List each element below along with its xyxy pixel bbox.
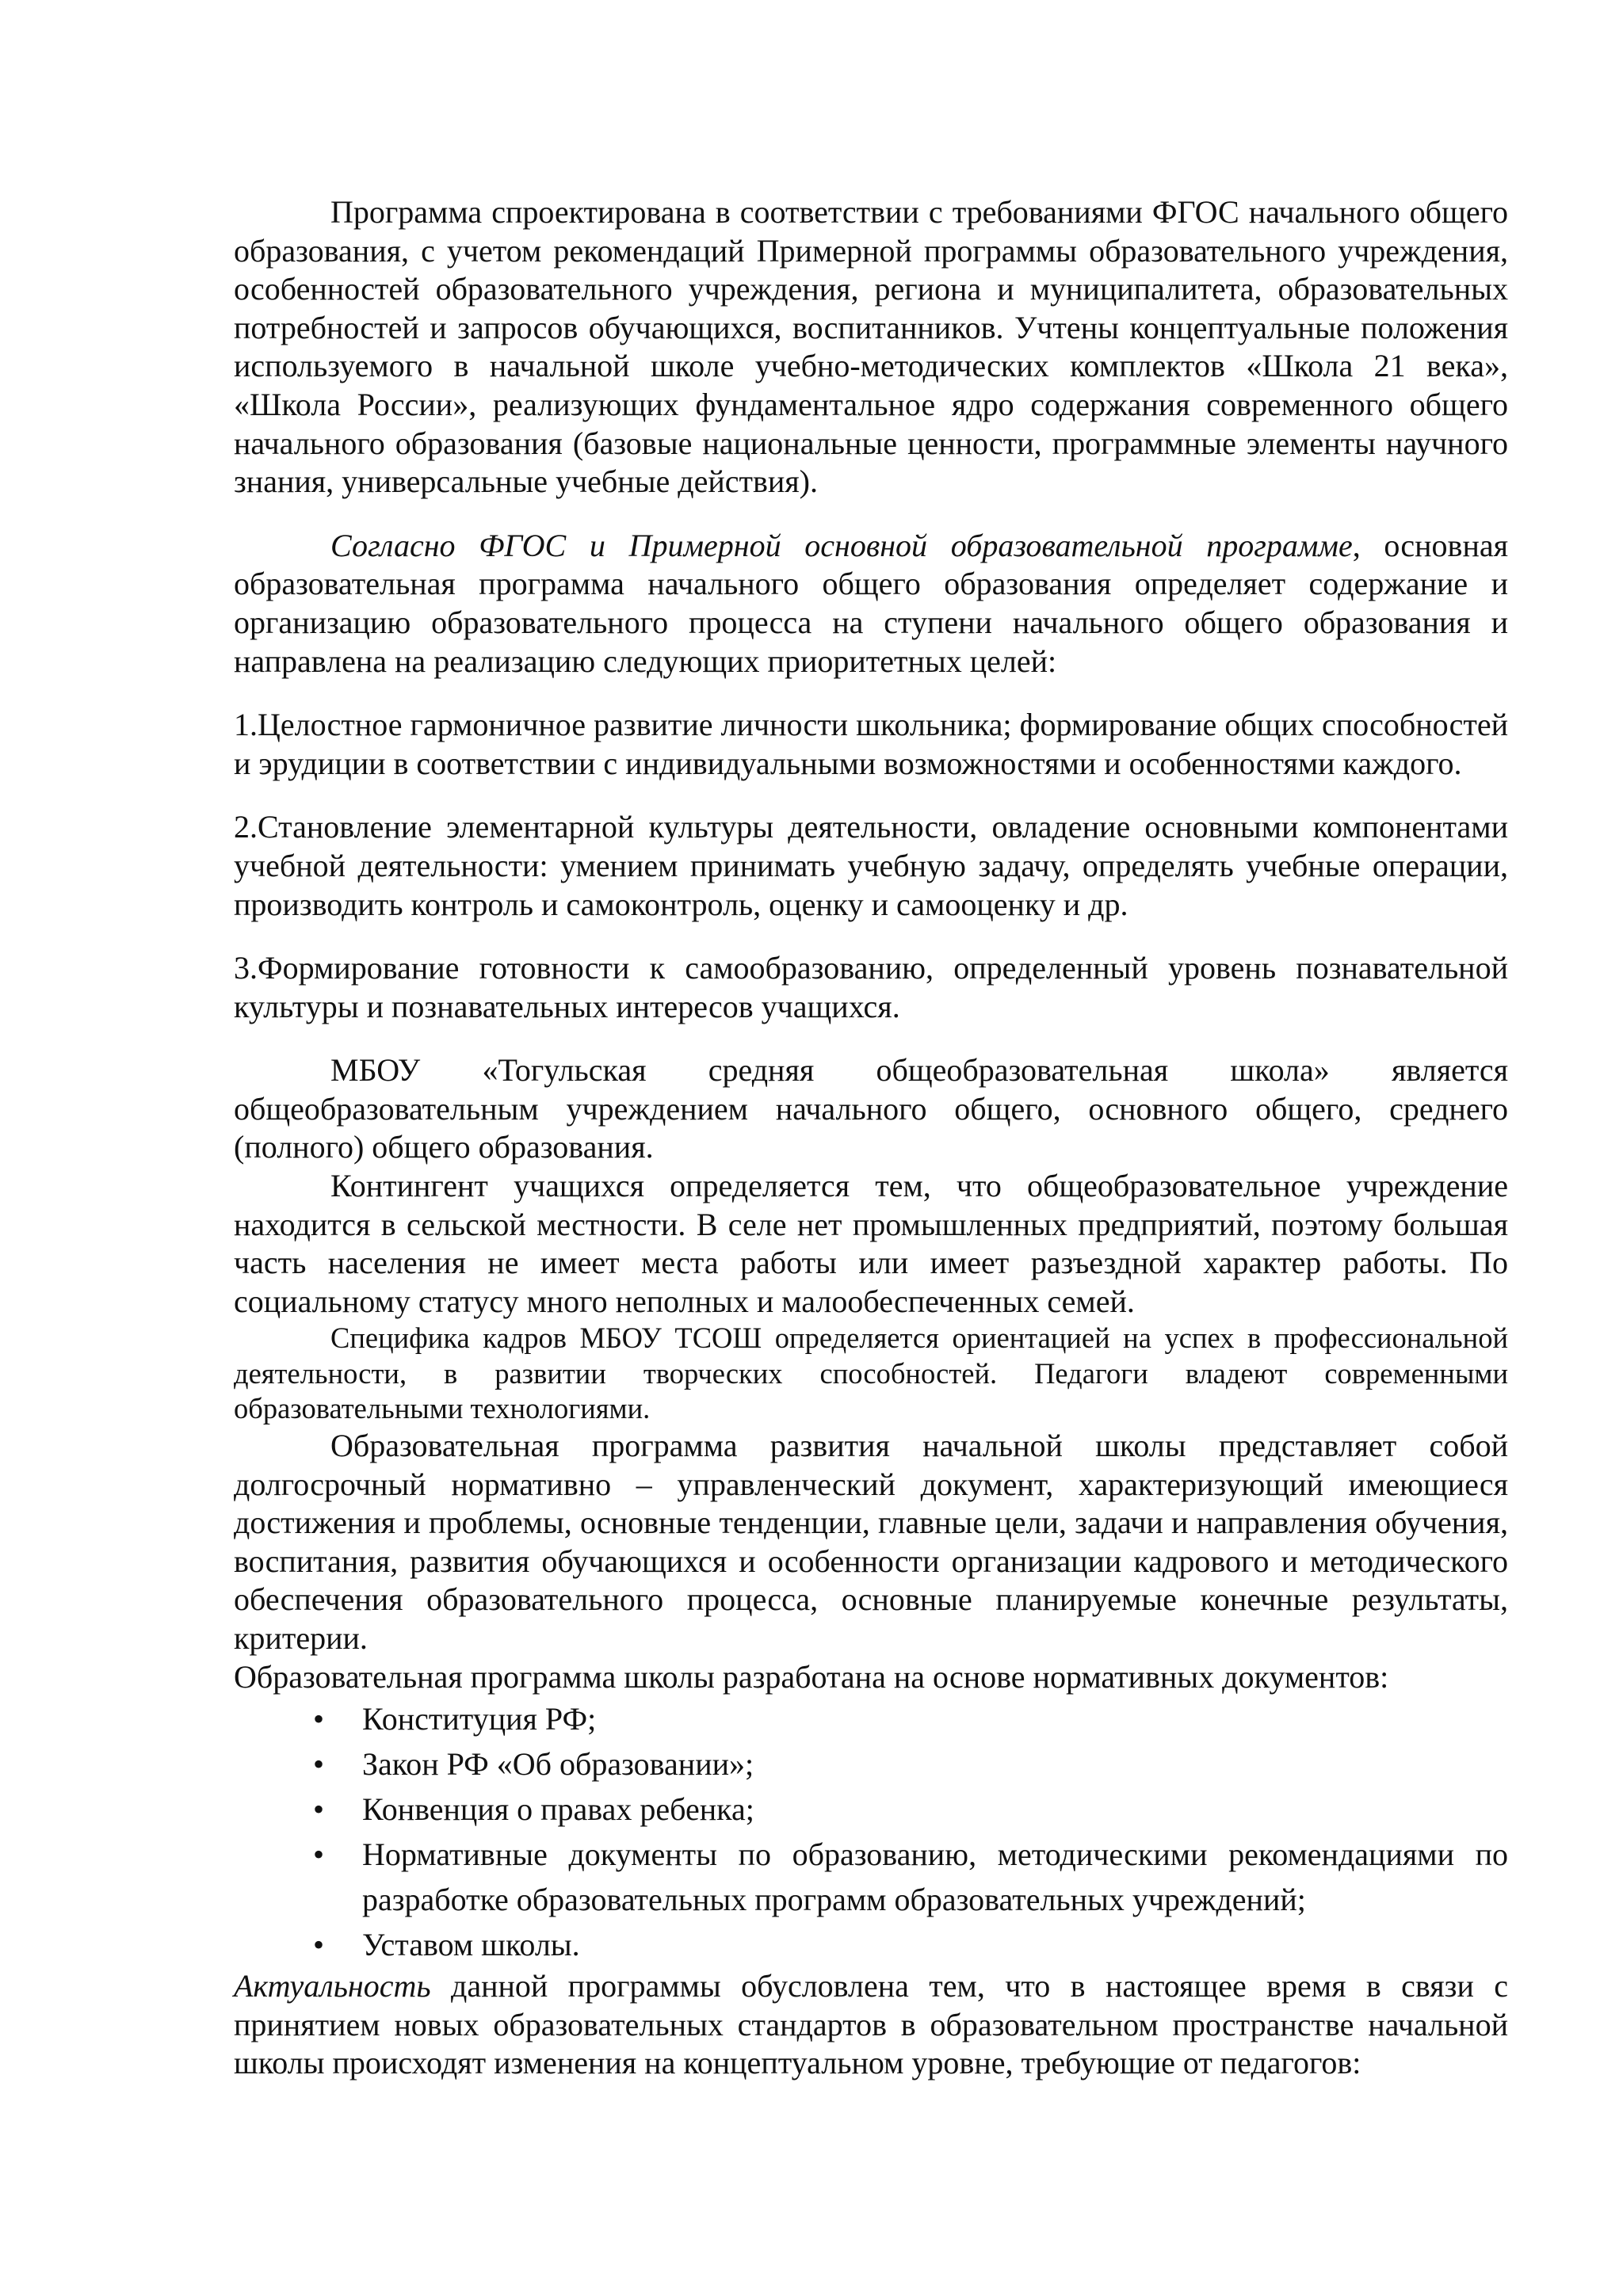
goal-2: 2.Становление элементарной культуры деятельности, овладение основными компонентами учебной деятельности: умением принимать учебную задачу, определять учебные операции, производить контроль и самоконтроль, оценку и самооценку и др. bbox=[234, 809, 1508, 922]
bullet-icon: • bbox=[313, 1746, 325, 1783]
basis-paragraph: Образовательная программа школы разработана на основе нормативных документов: bbox=[234, 1658, 1389, 1695]
bullet-icon: • bbox=[313, 1791, 325, 1828]
list-item bbox=[234, 1787, 1508, 1832]
goal-3: 3.Формирование готовности к самообразованию, определенный уровень познавательной культуры и познавательных интересов учащихся. bbox=[234, 950, 1508, 1024]
fgos-paragraph bbox=[234, 527, 1508, 681]
bullet-icon: • bbox=[313, 1927, 325, 1963]
list-item-text: Конвенция о правах ребенка; bbox=[362, 1791, 754, 1828]
list-item bbox=[234, 1741, 1508, 1787]
list-item-text: Закон РФ «Об образовании»; bbox=[362, 1746, 754, 1783]
bullet-icon: • bbox=[313, 1701, 325, 1737]
school-paragraph: МБОУ «Тогульская средняя общеобразовательная школа» является общеобразовательным учреждением начального общего, основного общего, среднего (полного) общего образования. bbox=[234, 1052, 1508, 1165]
bullet-icon: • bbox=[313, 1836, 325, 1873]
fgos-paragraph-rest: , основная образовательная программа начального общего образования определяет содержание и организацию образовательного процесса на ступени начального общего образования и направлена на реализацию следующих приоритетных целей: bbox=[234, 527, 1508, 679]
contingent-paragraph: Контингент учащихся определяется тем, что общеобразовательное учреждение находится в сельской местности. В селе нет промышленных предприятий, поэтому большая часть населения не имеет места работы или имеет разъездной характер работы. По социальному статусу много неполных и малообеспеченных семей. bbox=[234, 1168, 1508, 1319]
document-page bbox=[234, 193, 1508, 2083]
program-paragraph: Образовательная программа развития начальной школы представляет собой долгосрочный нормативно – управленческий документ, характеризующий имеющиеся достижения и проблемы, основные тенденции, главные цели, задачи и направления обучения, воспитания, развития обучающихся и особенности организации кадрового и методического обеспечения образовательного процесса, основные планируемые конечные результаты, критерии. bbox=[234, 1427, 1508, 1656]
list-item bbox=[234, 1922, 1508, 1967]
intro-paragraph: Программа спроектирована в соответствии с требованиями ФГОС начального общего образования, с учетом рекомендаций Примерной программы образовательного учреждения, особенностей образовательного учреждения, региона и муниципалитета, образовательных потребностей и запросов обучающихся, воспитанников. Учтены концептуальные положения используемого в начальной школе учебно-методических комплектов «Школа 21 века», «Школа России», реализующих фундаментальное ядро содержания современного общего начального образования (базовые национальные ценности, программные элементы научного знания, универсальные учебные действия). bbox=[234, 194, 1508, 500]
list-item-text: Нормативные документы по образованию, методическими рекомендациями по разработке образовательных программ образовательных учреждений; bbox=[362, 1836, 1508, 1918]
relevance-paragraph bbox=[234, 1967, 1508, 2083]
list-item-text: Конституция РФ; bbox=[362, 1701, 597, 1737]
list-item bbox=[234, 1832, 1508, 1922]
staff-paragraph: Специфика кадров МБОУ ТСОШ определяется ориентацией на успех в профессиональной деятельности, в развитии творческих способностей. Педагоги владеют современными образовательными технологиями. bbox=[234, 1322, 1508, 1425]
relevance-italic: Актуальность bbox=[234, 1968, 431, 2004]
documents-list bbox=[234, 1696, 1508, 1967]
list-item bbox=[234, 1696, 1508, 1741]
goal-1: 1.Целостное гармоничное развитие личности школьника; формирование общих способностей и эрудиции в соответствии с индивидуальными возможностями и особенностями каждого. bbox=[234, 707, 1508, 781]
list-item-text: Уставом школы. bbox=[362, 1927, 580, 1963]
fgos-paragraph-italic: Согласно ФГОС и Примерной основной образовательной программе bbox=[330, 527, 1353, 563]
relevance-rest: данной программы обусловлена тем, что в настоящее время в связи с принятием новых образовательных стандартов в образовательном пространстве начальной школы происходят изменения на концептуальном уровне, требующие от педагогов: bbox=[234, 1968, 1508, 2081]
